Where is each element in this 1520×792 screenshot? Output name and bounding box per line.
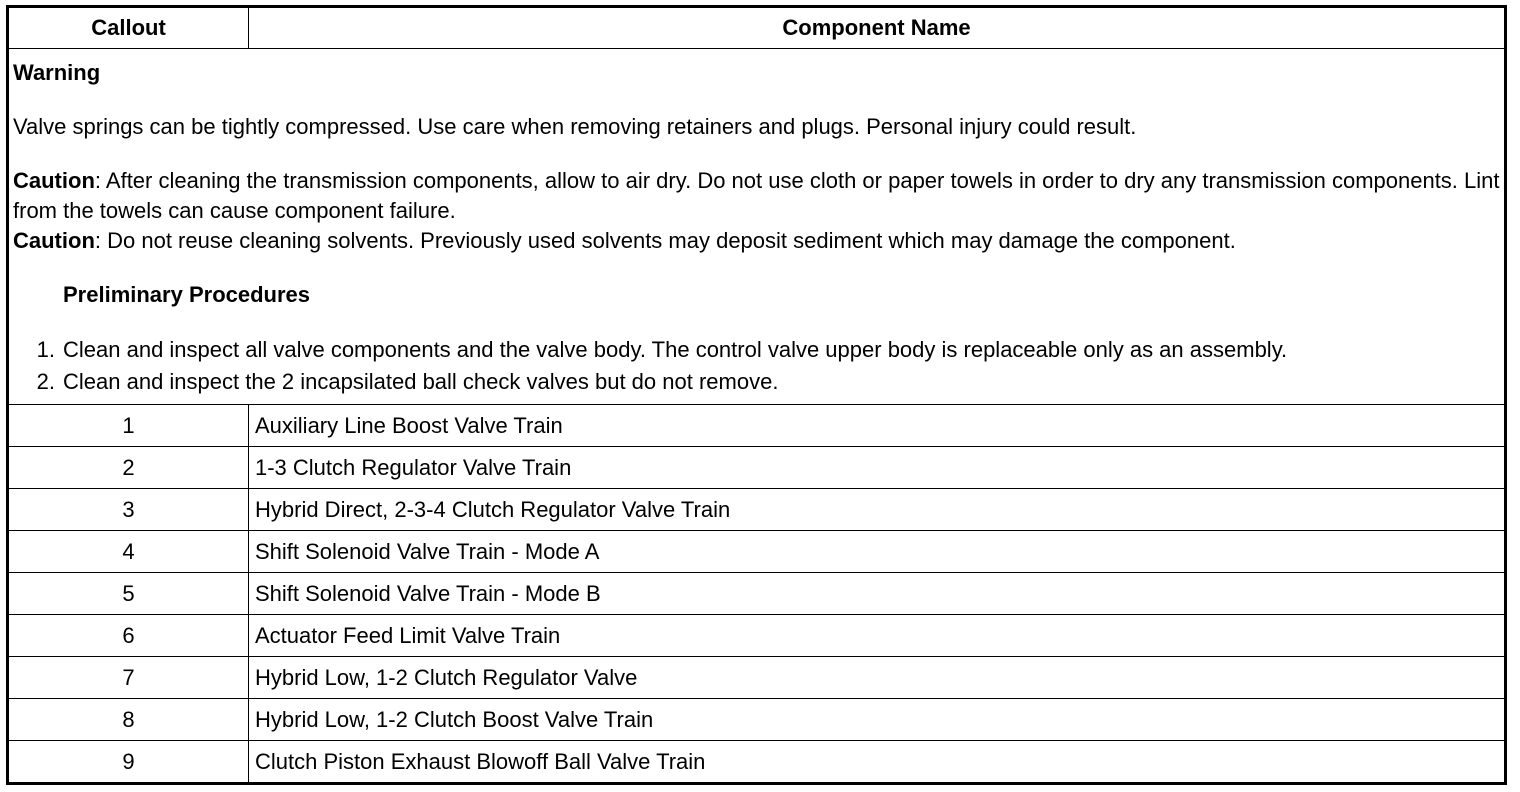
component-name-cell: Hybrid Direct, 2-3-4 Clutch Regulator Valve Train: [249, 489, 1506, 531]
component-name-header: Component Name: [249, 7, 1506, 49]
caution-text: : After cleaning the transmission components, allow to air dry. Do not use cloth or paper towels in order to dry any transmission components. Lint from the towels can cause component failure.: [13, 168, 1500, 223]
caution-note: [13, 166, 1500, 226]
table-row: [8, 405, 1506, 447]
procedure-steps: [13, 334, 1500, 398]
procedure-step: [13, 366, 1500, 398]
component-name-cell: Clutch Piston Exhaust Blowoff Ball Valve Train: [249, 741, 1506, 784]
callout-cell: 9: [8, 741, 249, 784]
step-number: 1.: [36, 337, 55, 362]
step-text: Clean and inspect the 2 incapsilated ball check valves but do not remove.: [63, 369, 779, 394]
component-name-cell: Auxiliary Line Boost Valve Train: [249, 405, 1506, 447]
warning-title: Warning: [13, 60, 101, 85]
table-row: [8, 741, 1506, 784]
warning-text: Valve springs can be tightly compressed. Use care when removing retainers and plugs. Personal injury could result.: [13, 114, 1137, 139]
component-name-cell: Actuator Feed Limit Valve Train: [249, 615, 1506, 657]
preliminary-procedures-title: Preliminary Procedures: [63, 282, 311, 307]
table-row: [8, 615, 1506, 657]
component-name-cell: Shift Solenoid Valve Train - Mode A: [249, 531, 1506, 573]
caution-label: Caution: [13, 228, 95, 253]
component-name-cell: Shift Solenoid Valve Train - Mode B: [249, 573, 1506, 615]
table-row: [8, 573, 1506, 615]
component-name-cell: Hybrid Low, 1-2 Clutch Regulator Valve: [249, 657, 1506, 699]
callout-cell: 8: [8, 699, 249, 741]
table-row: [8, 531, 1506, 573]
table-row: [8, 657, 1506, 699]
table-row: [8, 699, 1506, 741]
caution-label: Caution: [13, 168, 95, 193]
procedure-step: [13, 334, 1500, 366]
callout-cell: 1: [8, 405, 249, 447]
callout-cell: 6: [8, 615, 249, 657]
step-number: 2.: [36, 369, 55, 394]
caution-note: [13, 226, 1500, 256]
callout-cell: 3: [8, 489, 249, 531]
table-row: [8, 447, 1506, 489]
notes-row: [8, 49, 1506, 405]
callout-cell: 4: [8, 531, 249, 573]
caution-text: : Do not reuse cleaning solvents. Previously used solvents may deposit sediment which may damage the component.: [94, 228, 1236, 253]
header-row: [8, 7, 1506, 49]
component-table: [6, 5, 1507, 785]
callout-cell: 7: [8, 657, 249, 699]
callout-cell: 5: [8, 573, 249, 615]
callout-header: Callout: [8, 7, 249, 49]
step-text: Clean and inspect all valve components and the valve body. The control valve upper body is replaceable only as an assembly.: [63, 337, 1288, 362]
callout-cell: 2: [8, 447, 249, 489]
notes-cell: [8, 49, 1506, 405]
table-row: [8, 489, 1506, 531]
component-name-cell: 1-3 Clutch Regulator Valve Train: [249, 447, 1506, 489]
component-name-cell: Hybrid Low, 1-2 Clutch Boost Valve Train: [249, 699, 1506, 741]
